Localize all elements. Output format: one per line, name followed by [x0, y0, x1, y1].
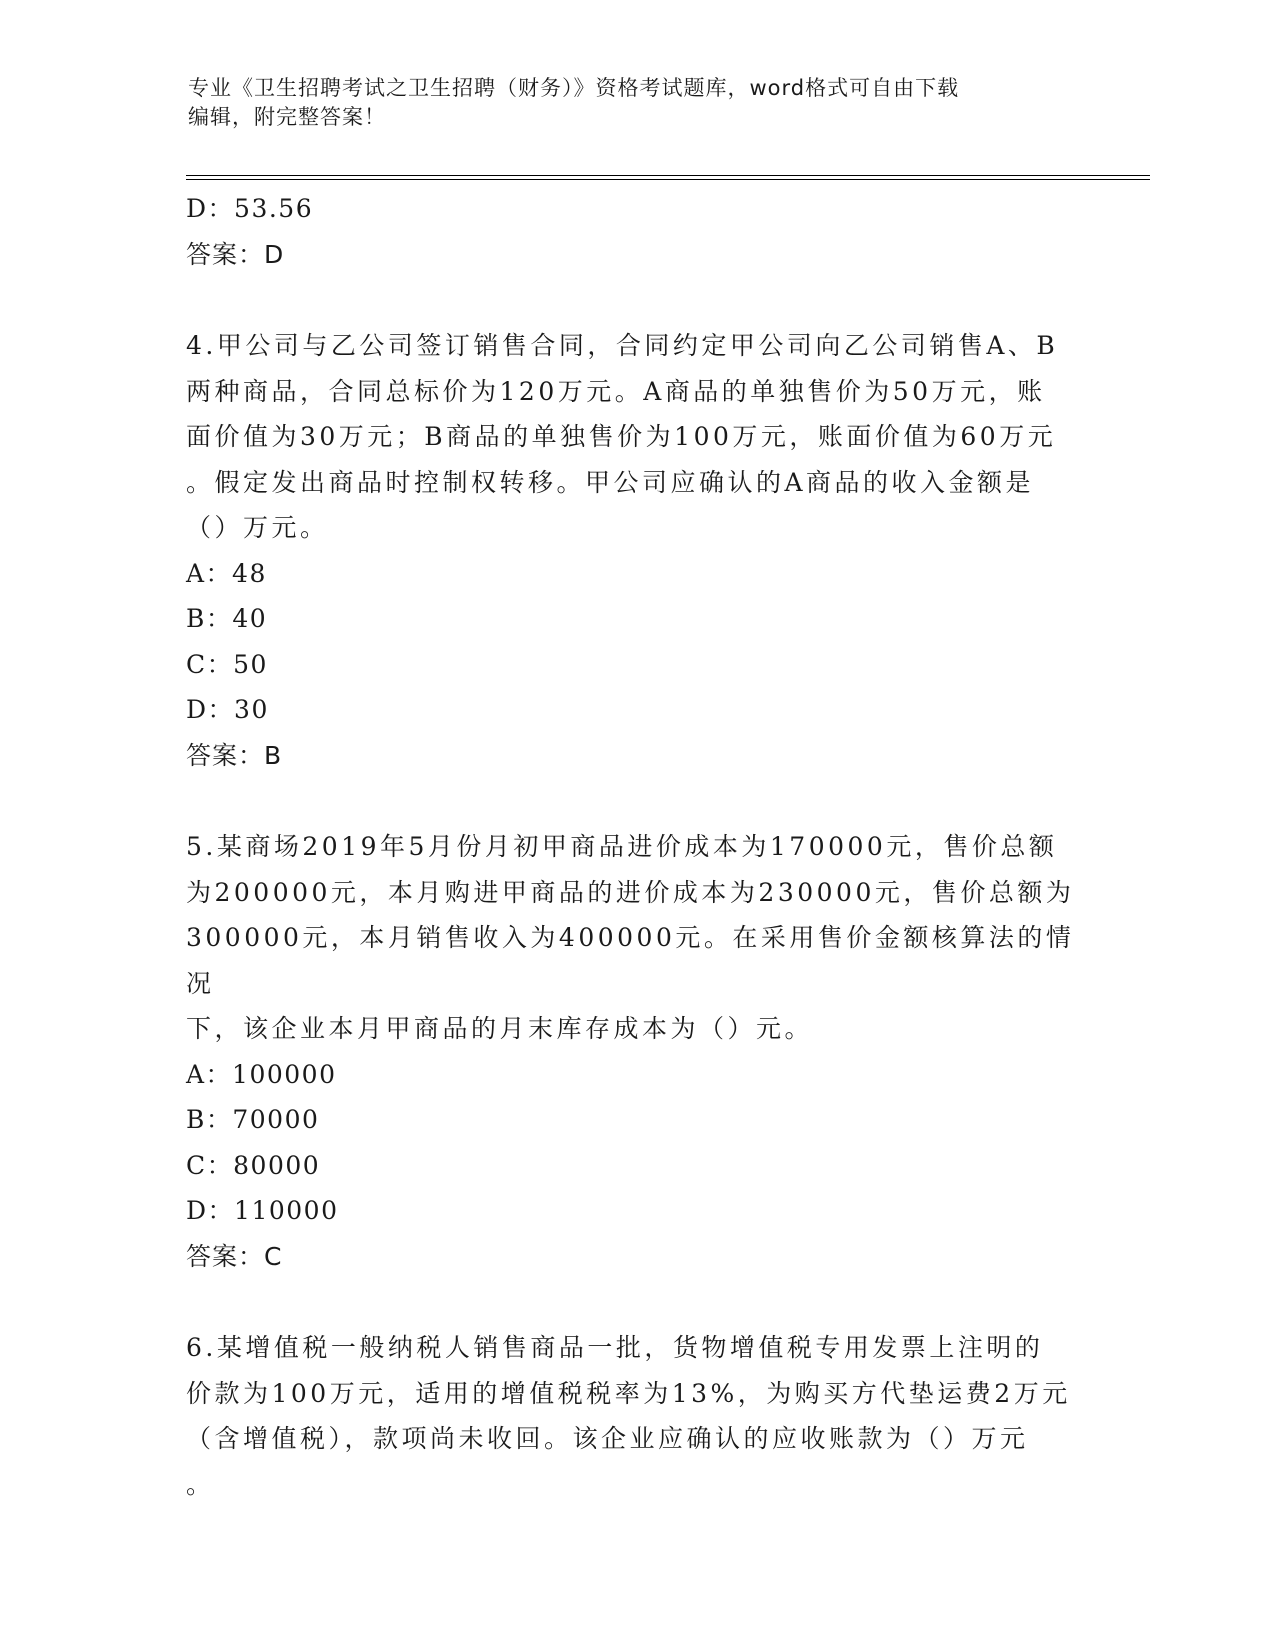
question-4 [186, 323, 1086, 778]
question-text-line: （）万元。 [186, 513, 329, 542]
question-5-text [186, 824, 1086, 1052]
option-d: D：110000 [186, 1196, 339, 1225]
question-text-line: 5.某商场2019年5月份月初甲商品进价成本为170000元，售价总额 [186, 832, 1058, 861]
question-text-line: 两种商品，合同总标价为120万元。A商品的单独售价为50万元，账 [186, 376, 1046, 406]
option-b: B：70000 [186, 1105, 320, 1134]
header-line-1: 专业《卫生招聘考试之卫生招聘（财务）》资格考试题库，word格式可自由下载 [188, 76, 960, 100]
question-text-line: 为200000元，本月购进甲商品的进价成本为230000元，售价总额为 [186, 877, 1075, 907]
question-4-text [186, 323, 1086, 551]
question-content [186, 186, 1086, 1507]
option-d: D：30 [186, 695, 269, 724]
option-c: C：80000 [186, 1150, 321, 1180]
question-text-line: 。 [186, 1469, 215, 1499]
question-text-line: 面价值为30万元；B商品的单独售价为100万元，账面价值为60万元 [186, 422, 1057, 451]
spacer [186, 778, 1086, 824]
question-6-text [186, 1325, 1086, 1507]
option-b: B：40 [186, 604, 268, 633]
header-rule-top [186, 175, 1150, 176]
question-6 [186, 1325, 1086, 1507]
question-text-line: 4.甲公司与乙公司签订销售合同，合同约定甲公司向乙公司销售A、B [186, 331, 1059, 360]
question-5 [186, 824, 1086, 1279]
question-text-line: （含增值税），款项尚未收回。该企业应确认的应收账款为（）万元 [186, 1424, 1029, 1453]
answer-label: 答案：B [186, 740, 283, 770]
header-rule-bottom [186, 179, 1150, 180]
option-d: D：53.56 [186, 194, 314, 223]
spacer [186, 1279, 1086, 1325]
question-text-line: 。假定发出商品时控制权转移。甲公司应确认的A商品的收入金额是 [186, 467, 1035, 497]
answer-label: 答案：D [186, 239, 285, 269]
answer-label: 答案：C [186, 1241, 283, 1271]
header-line-2: 编辑，附完整答案！ [188, 105, 386, 129]
option-a: A：48 [186, 558, 267, 588]
question-text-line: 300000元，本月销售收入为400000元。在采用售价金额核算法的情况 [186, 923, 1075, 998]
question-text-line: 6.某增值税一般纳税人销售商品一批，货物增值税专用发票上注明的 [186, 1333, 1044, 1362]
question-text-line: 下，该企业本月甲商品的月末库存成本为（）元。 [186, 1014, 814, 1043]
question-text-line: 价款为100万元，适用的增值税税率为13%，为购买方代垫运费2万元 [186, 1378, 1071, 1408]
spacer [186, 277, 1086, 323]
option-a: A：100000 [186, 1059, 337, 1089]
option-c: C：50 [186, 649, 268, 679]
page-header [188, 74, 1088, 132]
